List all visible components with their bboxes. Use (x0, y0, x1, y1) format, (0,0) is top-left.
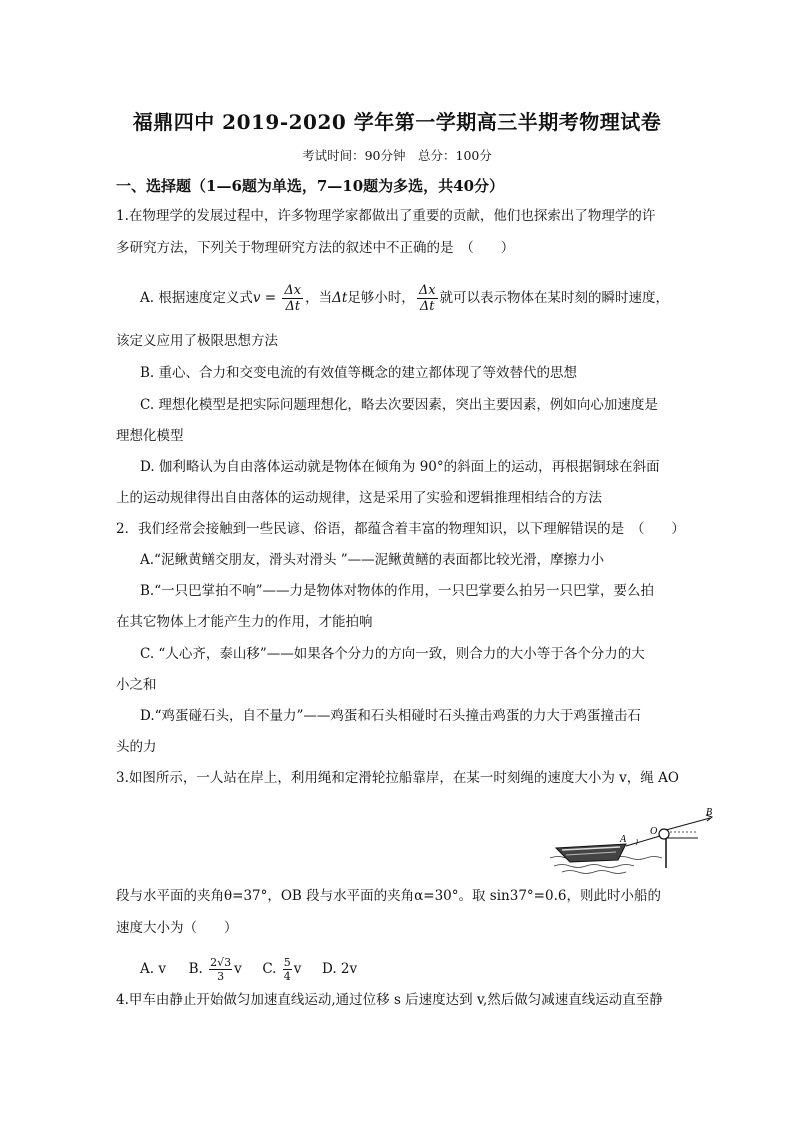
q3-option-b-num: 2√3 (210, 956, 232, 969)
q3-option-b-den: 3 (217, 970, 225, 983)
q3-option-c-fraction (283, 956, 292, 983)
q1-equals: = (260, 290, 281, 306)
section-heading: 一、选择题（1—6题为单选，7—10题为多选，共40分） (116, 177, 505, 195)
rope-ao (626, 836, 660, 846)
q1-fraction-2-den: Δt (419, 299, 435, 314)
q1-fraction-1-num: Δx (284, 283, 302, 298)
exam-subtitle: 考试时间：90分钟 总分：100分 (302, 148, 492, 163)
q1-option-d-line1: D. 伽利略认为自由落体运动就是物体在倾角为 90°的斜面上的运动，再根据铜球在斜面 (140, 459, 660, 475)
label-b: B (706, 808, 713, 818)
q1-fraction-1-den: Δt (285, 299, 301, 314)
q3-option-c-label: C. (262, 961, 277, 977)
rope-ob (666, 818, 710, 830)
label-a: A (620, 834, 627, 845)
q1-option-a-mid2: 足够小时， (347, 290, 415, 306)
q3-option-c-unit: v (293, 961, 302, 977)
boat (556, 844, 626, 862)
q3-stem-line2: 段与水平面的夹角θ=37°，OB 段与水平面的夹角α=30°。取 sin37°=0.6，则此时小船的 (116, 888, 661, 904)
q2-option-d-line2: 头的力 (116, 739, 157, 755)
q2-option-d-line1: D.“鸡蛋碰石头，自不量力”——鸡蛋和石头相碰时石头撞击鸡蛋的力大于鸡蛋撞击石 (140, 708, 641, 724)
q1-fraction-1 (282, 283, 303, 314)
q1-option-a-line2: 该定义应用了极限思想方法 (116, 333, 278, 349)
q1-option-d-line2: 上的运动规律得出自由落体的运动规律，这是采用了实验和逻辑推理相结合的方法 (116, 490, 602, 506)
q3-option-b-unit: v (234, 961, 242, 977)
q3-option-c-num: 5 (283, 956, 291, 969)
q3-figure (548, 808, 718, 876)
q1-fraction-2-num: Δx (418, 283, 436, 298)
q1-v-symbol: v (252, 290, 261, 306)
q1-option-a-prefix: A. 根据速度定义式 (140, 290, 253, 306)
q2-stem: 2．我们经常会接触到一些民谚、俗语，都蕴含着丰富的物理知识，以下理解错误的是 （ ） (116, 521, 685, 537)
q1-stem-line1: 1.在物理学的发展过程中，许多物理学家都做出了重要的贡献，他们也探索出了物理学的许 (116, 208, 656, 224)
label-o: O (650, 826, 658, 837)
q3-option-c-den: 4 (283, 970, 291, 983)
q2-option-c-line1: C. “人心齐，泰山移”——如果各个分力的方向一致，则合力的大小等于各个分力的大 (140, 646, 645, 662)
q1-option-c-line2: 理想化模型 (116, 428, 184, 444)
q2-option-b-line1: B.“一只巴掌拍不响”——力是物体对物体的作用，一只巴掌要么拍另一只巴掌，要么拍 (140, 583, 655, 599)
q3-option-a: A. v (140, 961, 166, 977)
q3-option-b-label: B. (188, 961, 203, 977)
q1-option-b: B. 重心、合力和交变电流的有效值等概念的建立都体现了等效替代的思想 (140, 365, 578, 381)
q1-option-a (140, 280, 669, 316)
q3-stem-line1: 3.如图所示，一人站在岸上，利用绳和定滑轮拉船靠岸，在某一时刻绳的速度大小为 v，绳 AO (116, 770, 679, 786)
q1-option-c-line1: C. 理想化模型是把实际问题理想化，略去次要因素，突出主要因素，例如向心加速度是 (140, 397, 658, 413)
q2-option-c-line2: 小之和 (116, 677, 157, 693)
q1-option-a-mid1: ，当 (305, 290, 333, 306)
q2-option-b-line2: 在其它物体上才能产生力的作用，才能拍响 (116, 614, 373, 630)
q3-options (140, 952, 357, 986)
q1-stem-line2: 多研究方法，下列关于物理研究方法的叙述中不正确的是 （ ） (116, 240, 515, 256)
q1-fraction-2 (417, 283, 438, 314)
q3-option-d: D. 2v (322, 961, 358, 977)
q3-option-b-fraction (209, 956, 232, 983)
q2-option-a: A.“泥鳅黄鳝交朋友，滑头对滑头 ”——泥鳅黄鳝的表面都比较光滑，摩擦力小 (140, 552, 605, 568)
q1-option-a-suffix: 就可以表示物体在某时刻的瞬时速度， (439, 290, 670, 306)
exam-title: 福鼎四中 2019-2020 学年第一学期高三半期考物理试卷 (132, 110, 662, 134)
angle-arc-theta (636, 839, 637, 845)
q1-dt-symbol: Δt (332, 290, 348, 306)
q4-stem-line1: 4.甲车由静止开始做匀加速直线运动,通过位移 s 后速度达到 v,然后做匀减速直线运动直至静 (116, 992, 663, 1008)
q3-stem-line3: 速度大小为（ ） (116, 920, 238, 936)
